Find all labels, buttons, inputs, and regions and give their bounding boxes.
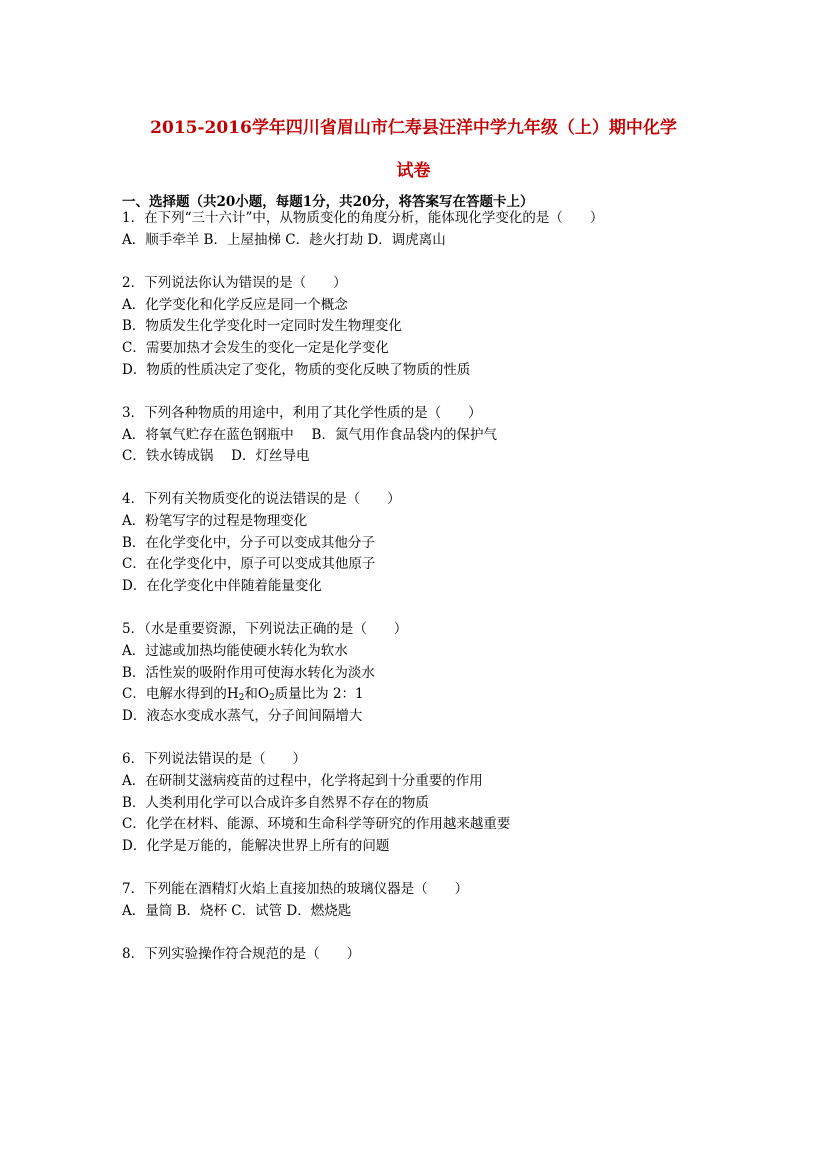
option-d: D．物质的性质决定了变化，物质的变化反映了物质的性质 — [122, 361, 471, 378]
option-d: D．液态水变成水蒸气，分子间间隔增大 — [122, 708, 363, 725]
document-title-line-1: 2015-2016学年四川省眉山市仁寿县汪洋中学九年级（上）期中化学 — [150, 118, 677, 138]
option-a: A．化学变化和化学反应是同一个概念 — [122, 296, 348, 313]
option-c: C．在化学变化中，原子可以变成其他原子 — [122, 556, 376, 573]
option-c: C．化学在材料、能源、环境和生命科学等研究的作用越来越重要 — [122, 816, 511, 833]
option-c — [122, 684, 782, 706]
question-stem: 1．在下列“三十六计”中，从物质变化的角度分析，能体现化学变化的是（ ） — [122, 210, 604, 226]
option-d: D．在化学变化中伴随着能量变化 — [122, 578, 322, 595]
oxygen-subscript: 2 — [268, 693, 275, 704]
question-4 — [122, 489, 782, 597]
options-line-ab: A．将氧气贮存在蓝色钢瓶中 B．氮气用作食品袋内的保护气 — [122, 426, 497, 443]
question-stem: 4．下列有关物质变化的说法错误的是（ ） — [122, 491, 401, 508]
options-line-cd: C．铁水铸成锅 D．灯丝导电 — [122, 448, 310, 465]
option-b: B．在化学变化中，分子可以变成其他分子 — [122, 534, 375, 551]
question-1 — [122, 208, 782, 251]
question-stem: 2．下列说法你认为错误的是（ ） — [122, 274, 347, 291]
option-d: D．化学是万能的，能解决世界上所有的问题 — [122, 838, 390, 854]
option-b: B．物质发生化学变化时一定同时发生物理变化 — [122, 318, 402, 335]
oxygen-symbol: O — [257, 686, 269, 703]
question-options: A．量筒 B．烧杯 C．试管 D．燃烧匙 — [122, 902, 352, 919]
question-8 — [122, 944, 782, 966]
option-b: B．活性炭的吸附作用可使海水转化为淡水 — [122, 664, 375, 681]
question-stem: 6．下列说法错误的是（ ） — [122, 751, 307, 768]
option-c-suffix: 质量比为 2：1 — [274, 686, 364, 703]
question-3 — [122, 403, 782, 468]
option-a: A．在研制艾滋病疫苗的过程中，化学将起到十分重要的作用 — [122, 772, 483, 789]
question-6 — [122, 749, 782, 857]
hydrogen-subscript: 2 — [238, 693, 245, 704]
question-stem: 3．下列各种物质的用途中，利用了其化学性质的是（ ） — [122, 404, 482, 421]
question-list — [122, 208, 782, 987]
question-stem: 8．下列实验操作符合规范的是（ ） — [122, 946, 361, 963]
question-7 — [122, 879, 782, 922]
option-a: A．粉笔写字的过程是物理变化 — [122, 513, 308, 530]
option-c-prefix: C．电解水得到的 — [122, 686, 227, 703]
question-stem: 5．（水是重要资源，下列说法正确的是（ ） — [122, 621, 408, 638]
document-title-line-2: 试卷 — [396, 161, 431, 181]
hydrogen-symbol: H — [226, 686, 239, 703]
option-c: C．需要加热才会发生的变化一定是化学变化 — [122, 339, 389, 356]
question-stem: 7．下列能在酒精灯火焰上直接加热的玻璃仪器是（ ） — [122, 881, 469, 898]
option-b: B．人类利用化学可以合成许多自然界不存在的物质 — [122, 794, 429, 811]
conjunction-text: 和 — [244, 686, 258, 703]
question-2 — [122, 273, 782, 381]
section-heading: 一、选择题（共20小题，每题1分，共20分，将答案写在答题卡上） — [122, 194, 534, 210]
option-a: A．过滤或加热均能使硬水转化为软水 — [122, 643, 348, 659]
question-5 — [122, 619, 782, 727]
question-options: A．顺手牵羊 B．上屋抽梯 C．趁火打劫 D．调虎离山 — [122, 231, 446, 248]
